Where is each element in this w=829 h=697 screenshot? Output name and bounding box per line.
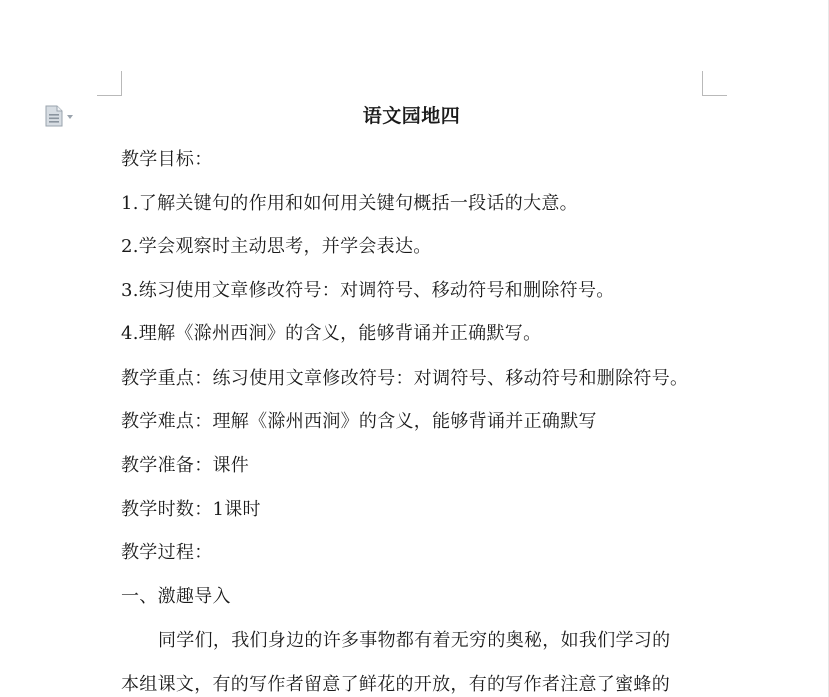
page-corner-mark-top-left — [97, 71, 122, 96]
document-icon — [45, 105, 63, 127]
text-line-process: 教学过程： — [121, 542, 213, 563]
chevron-down-icon — [67, 115, 73, 119]
text-line-goal-3: 3.练习使用文章修改符号：对调符号、移动符号和删除符号。 — [121, 280, 615, 301]
page-corner-mark-top-right — [702, 71, 727, 96]
text-line-teaching-goals: 教学目标： — [121, 149, 213, 170]
text-line-goal-2: 2.学会观察时主动思考，并学会表达。 — [121, 236, 432, 257]
text-line-key-points: 教学重点：练习使用文章修改符号：对调符号、移动符号和删除符号。 — [121, 368, 689, 389]
section-heading-intro: 一、激趣导入 — [121, 586, 231, 607]
text-line-goal-4: 4.理解《滁州西涧》的含义，能够背诵并正确默写。 — [121, 323, 542, 344]
paragraph-options-button[interactable] — [45, 105, 83, 127]
paragraph-line-2: 本组课文，有的写作者留意了鲜花的开放，有的写作者注意了蜜蜂的 — [121, 674, 670, 695]
text-line-preparation: 教学准备：课件 — [121, 455, 250, 476]
text-line-class-hours: 教学时数：1课时 — [121, 499, 261, 520]
paragraph-line-1: 同学们，我们身边的许多事物都有着无穷的奥秘，如我们学习的 — [158, 630, 671, 651]
text-line-goal-1: 1.了解关键句的作用和如何用关键句概括一段话的大意。 — [121, 193, 578, 214]
text-line-difficulties: 教学难点：理解《滁州西涧》的含义，能够背诵并正确默写 — [121, 411, 597, 432]
document-title: 语文园地四 — [362, 105, 461, 127]
